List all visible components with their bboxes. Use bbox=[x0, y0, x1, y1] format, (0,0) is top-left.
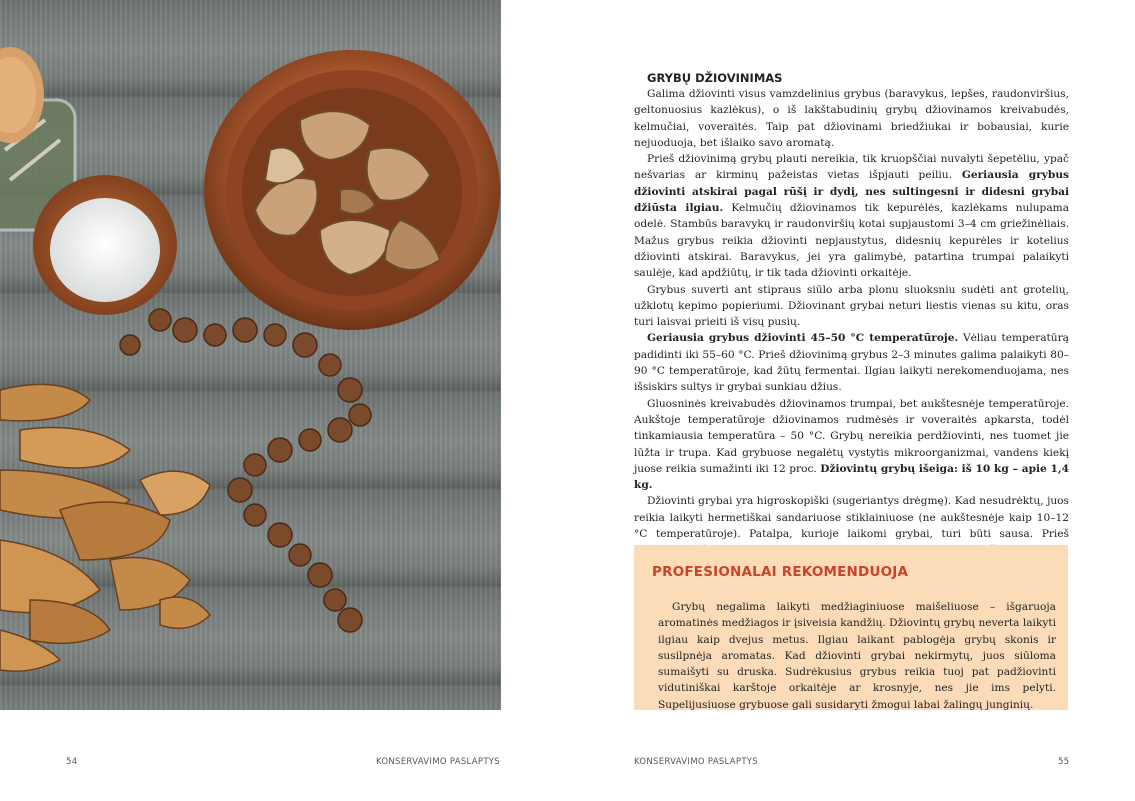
paragraph-3: Grybus suverti ant stipraus siūlo arba plonu sluoksniu sudėti ant grotelių, užklotų kepimo popieriumi. Džiovinant grybai neturi liestis vienas su kitu, oras turi laisvai prieiti iš visų pusių. bbox=[634, 283, 1069, 329]
left-running-footer: KONSERVAVIMO PASLAPTYS bbox=[376, 757, 500, 767]
paragraph-4 bbox=[634, 330, 1069, 395]
paragraph-4-bold: Geriausia grybus džiovinti 45–50 °C temperatūroje. bbox=[647, 332, 959, 345]
paragraph-1: Galima džiovinti visus vamzdelinius grybus (baravykus, lepšes, raudonviršius, geltonuosius kazlėkus), o iš lakštabudinių grybų džiovinamos kreivabudės, kelmučiai, voveraitės. Taip pat džiovinami briedžiukai ir bobausiai, kurie nejuoduoja, bet išlaiko savo aromatą. bbox=[634, 88, 1069, 149]
tip-box-text: Grybų negalima laikyti medžiaginiuose maišeliuose – išgaruoja aromatinės medžiagos ir įsiveisia kandžių. Džiovintų grybų neverta laikyti ilgiau kaip dvejus metus. Ilgiau laikant pablogėja grybų skonis ir susilpnėja aromatas. Kad džiovinti grybai nekirmytų, juos siūloma sumaišyti su druska. Sudrėkusius grybus reikia tuoj pat padžiovinti vidutiniškai karštoje orkaitėje ar krosnyje, nes jie ims pelyti. Supelijusiuose grybuose gali susidaryti žmogui labai žalingų junginių. bbox=[658, 601, 1056, 711]
paragraph-5-text: Gluosninės kreivabudės džiovinamos trumpai, bet aukštesnėje temperatūroje. Aukštoje temperatūroje džiovinamos rudmėsės ir voveraitės apkarsta, todėl tinkamiausia temperatūra – 50 °C. Grybų nereikia perdžiovinti, nes tuomet jie lūžta ir trupa. Kad grybuose negalėtų vystytis mikroorganizmai, vandens kiekį juose reikia sumažinti iki 12 proc. bbox=[634, 397, 1069, 475]
paragraph-2-bold: Geriausia grybus džiovinti atskirai pagal rūšį ir dydį, nes sultingesni ir didesni grybai džiūsta ilgiau. bbox=[634, 169, 1070, 215]
dried-mushrooms-photo bbox=[0, 0, 501, 710]
dried-chanterelles-pile bbox=[0, 384, 210, 671]
paragraph-2-part-c: Kelmučių džiovinamos tik kepurėlės, kazlėkams nulupama odelė. Stambūs baravykų ir raudonviršių kotai supjaustomi 3–4 cm griežinėliais. Mažus grybus reikia džiovinti nepjaustytus, didesnių kepurėles ir kotelius džiovinti atskirai. Baravykus, jei yra galimybė, patartina trumpai palaikyti saulėje, kad apdžiūtų, ir tik tada džiovinti orkaitėje. bbox=[634, 202, 1070, 280]
paragraph-5-bold: Džiovintų grybų išeiga: iš 10 kg – apie 1,4 kg. bbox=[634, 462, 1069, 492]
paragraph-6: Džiovinti grybai yra higroskopiški (sugeriantys drėgmę). Kad nesudrėktų, juos reikia laikyti hermetiškai sandariuose stiklainiuose (ne aukštesnėje kaip 10–12 °C temperatūroje). Patalpa, kurioje laikomi grybai, turi būti sausa. Prieš bbox=[634, 495, 1069, 541]
paragraph-4-rest: Vėliau temperatūrą padidinti iki 55–60 °C. Prieš džiovinimą grybus 2–3 minutes galima palaikyti 80–90 °C temperatūroje, kad žūtų fermentai. Ilgiau laikyti nerekomenduojama, nes išsiskirs sultys ir grybai sunkiau džius. bbox=[634, 332, 1069, 394]
right-page-number: 55 bbox=[1058, 757, 1070, 767]
paragraph-2-part-a: Prieš džiovinimą grybų plauti nereikia, tik kruopščiai nuvalyti šepetėliu, ypač nešvarias ar kirminų pažeistas vietas išpjauti peiliu. bbox=[634, 153, 1069, 182]
tip-box-title: PROFESIONALAI REKOMENDUOJA bbox=[652, 564, 909, 580]
right-running-footer: KONSERVAVIMO PASLAPTYS bbox=[634, 757, 758, 767]
salt-bowl bbox=[33, 175, 177, 315]
tip-box bbox=[634, 545, 1068, 710]
paragraph-2 bbox=[634, 151, 1069, 281]
wooden-bowl bbox=[204, 50, 500, 330]
paragraph-5 bbox=[634, 396, 1069, 494]
article-text bbox=[634, 70, 1069, 559]
photo-illustration bbox=[0, 0, 501, 710]
section-heading: GRYBŲ DŽIOVINIMAS bbox=[647, 71, 783, 85]
left-page-number: 54 bbox=[66, 757, 78, 767]
